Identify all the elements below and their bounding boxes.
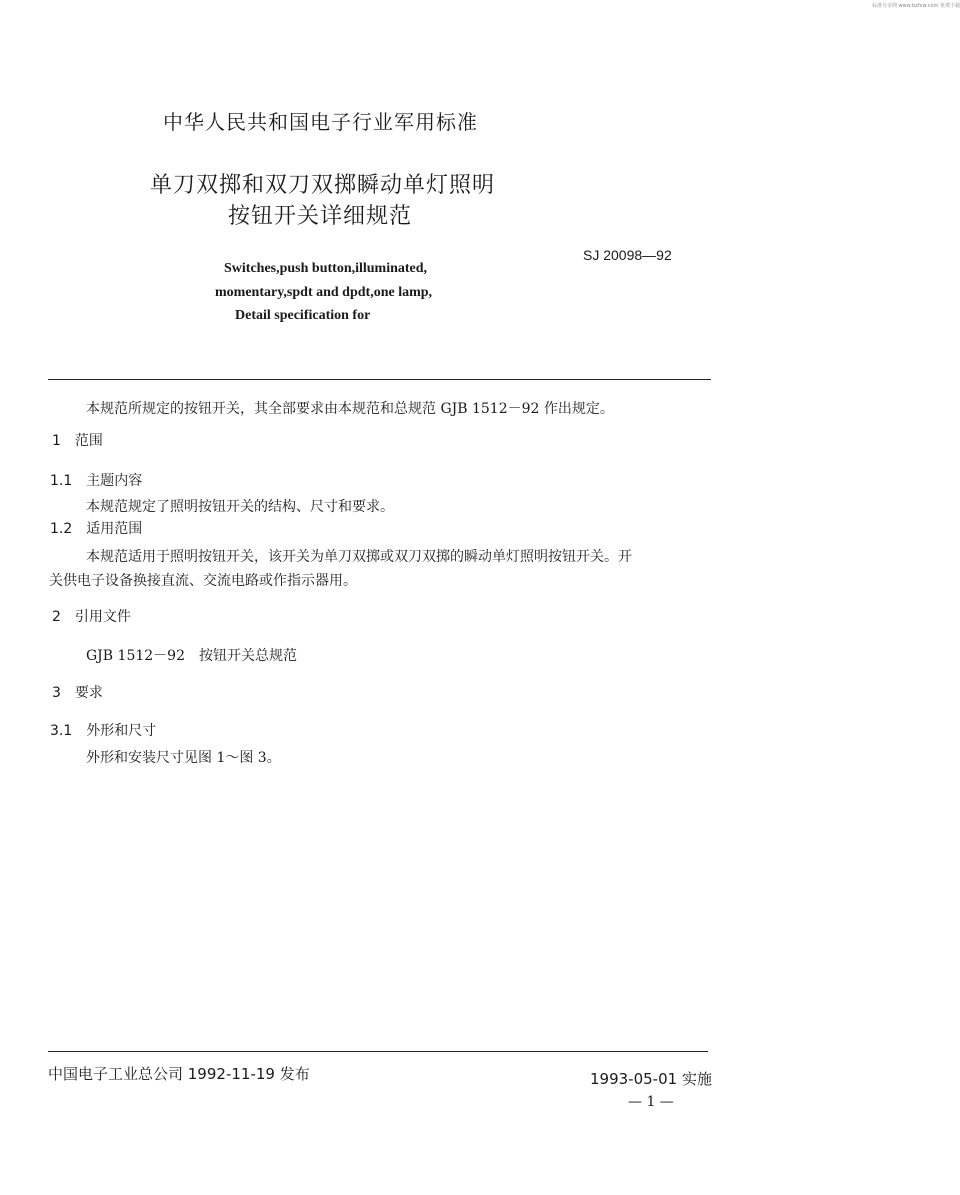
title-en-line1: Switches,push button,illuminated, — [224, 261, 428, 276]
title-zh-line1: 单刀双掷和双刀双掷瞬动单灯照明 — [150, 173, 496, 198]
standard-number: SJ 20098—92 — [583, 247, 672, 263]
section-1-2-text-line2: 关供电子设备换接直流、交流电路或作指示器用。 — [49, 573, 357, 589]
footer-divider — [48, 1051, 708, 1052]
effective-date: 1993-05-01 实施 — [590, 1070, 712, 1088]
section-1-heading: 1 范围 — [52, 433, 103, 449]
section-1-1-heading: 1.1 主题内容 — [50, 473, 143, 489]
section-2-reference: GJB 1512－92 按钮开关总规范 — [86, 648, 297, 664]
section-1-1-text: 本规范规定了照明按钮开关的结构、尺寸和要求。 — [86, 499, 394, 515]
title-en-line3: Detail specification for — [235, 308, 371, 323]
header-divider — [48, 379, 711, 380]
section-1-2-text-line1: 本规范适用于照明按钮开关，该开关为单刀双掷或双刀双掷的瞬动单灯照明按钮开关。开 — [86, 549, 632, 565]
title-zh-line2: 按钮开关详细规范 — [228, 204, 413, 229]
section-2-heading: 2 引用文件 — [52, 609, 131, 625]
page-number: — 1 — — [628, 1094, 674, 1110]
standard-category: 中华人民共和国电子行业军用标准 — [163, 110, 478, 134]
section-3-1-heading: 3.1 外形和尺寸 — [50, 723, 157, 739]
section-3-1-text: 外形和安装尺寸见图 1～图 3。 — [86, 750, 281, 766]
watermark-text: 标准分享网 www.bzfxw.com 免费下载 — [872, 3, 960, 9]
intro-paragraph: 本规范所规定的按钮开关，其全部要求由本规范和总规范 GJB 1512－92 作出规定。 — [86, 401, 614, 417]
title-en-line2: momentary,spdt and dpdt,one lamp, — [215, 285, 433, 300]
section-1-2-heading: 1.2 适用范围 — [50, 521, 143, 537]
section-3-heading: 3 要求 — [52, 685, 103, 701]
issuer-date: 中国电子工业总公司 1992-11-19 发布 — [48, 1065, 310, 1083]
